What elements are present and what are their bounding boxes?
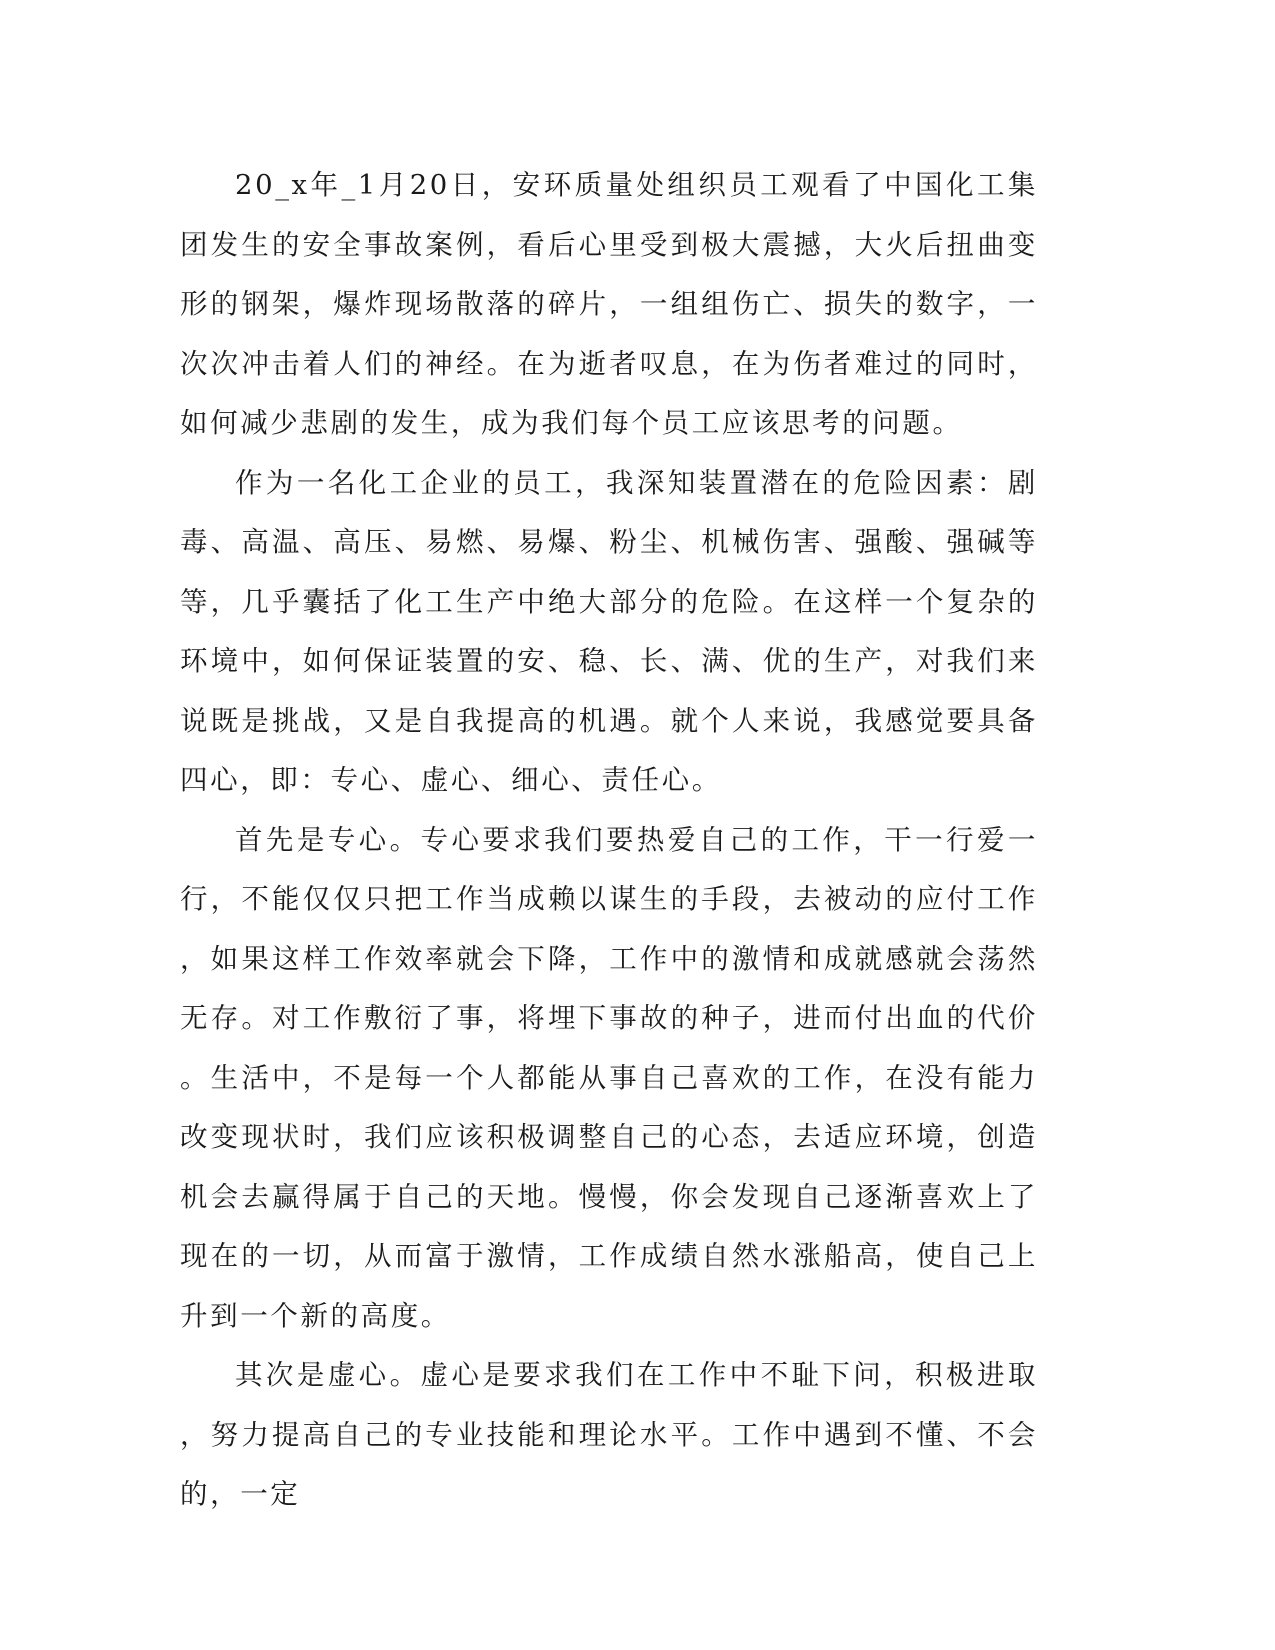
document-body xyxy=(180,156,1038,1525)
paragraph-4: 其次是虚心。虚心是要求我们在工作中不耻下问，积极进取，努力提高自己的专业技能和理论水平。工作中遇到不懂、不会的，一定 xyxy=(180,1359,1038,1510)
paragraph-1: 20_x年_1月20日，安环质量处组织员工观看了中国化工集团发生的安全事故案例，看后心里受到极大震撼，大火后扭曲变形的钢架，爆炸现场散落的碎片，一组组伤亡、损失的数字，一次次冲击着人们的神经。在为逝者叹息，在为伤者难过的同时，如何减少悲剧的发生，成为我们每个员工应该思考的问题。 xyxy=(180,169,1038,439)
paragraph-2: 作为一名化工企业的员工，我深知装置潜在的危险因素：剧毒、高温、高压、易燃、易爆、粉尘、机械伤害、强酸、强碱等等，几乎囊括了化工生产中绝大部分的危险。在这样一个复杂的环境中，如何保证装置的安、稳、长、满、优的生产，对我们来说既是挑战，又是自我提高的机遇。就个人来说，我感觉要具备四心，即：专心、虚心、细心、责任心。 xyxy=(180,466,1038,796)
paragraph-3: 首先是专心。专心要求我们要热爱自己的工作，干一行爱一行，不能仅仅只把工作当成赖以谋生的手段，去被动的应付工作，如果这样工作效率就会下降，工作中的激情和成就感就会荡然无存。对工作敷衍了事，将埋下事故的种子，进而付出血的代价。生活中，不是每一个人都能从事自己喜欢的工作，在没有能力改变现状时，我们应该积极调整自己的心态，去适应环境，创造机会去赢得属于自己的天地。慢慢，你会发现自己逐渐喜欢上了现在的一切，从而富于激情，工作成绩自然水涨船高，使自己上升到一个新的高度。 xyxy=(180,823,1038,1332)
